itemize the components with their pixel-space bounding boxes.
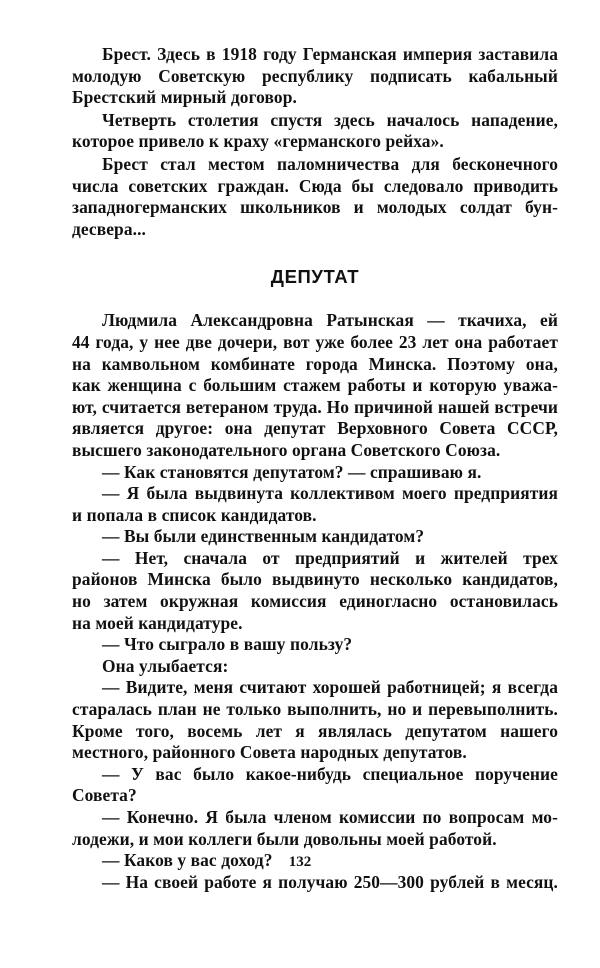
intro-paragraph-3 [72,154,558,240]
text-line: районов Минска было выдвинуто несколько кандидатов, [72,569,558,590]
page-body [72,44,558,893]
text-line: молодую Советскую республику подписать кабальный [72,65,558,86]
text-line: — Как становятся депутатом? — спрашиваю я. [102,461,482,482]
dialogue-answer [72,483,558,526]
text-line: — Нет, сначала от предприятий и жителей трех [102,547,558,568]
page-number: 132 [288,854,312,870]
text-line: лодежи, и мои коллеги были довольны моей работой. [72,828,497,849]
dialogue-question [72,634,558,656]
dialogue-answer [72,548,558,634]
text-line: Людмила Александровна Ратынская — ткачиха, ей [102,310,558,331]
text-line: ют, считается ветераном труда. Но причиной нашей встречи [72,396,558,417]
section-heading: ДЕПУТАТ [270,266,360,288]
dialogue-answer [72,677,558,763]
text-line: которое привело к краху «германского рейха». [72,131,444,152]
dialogue-question [72,462,558,484]
text-line: — Конечно. Я была членом комиссии по вопросам мо- [102,807,558,827]
text-line: высшего законодательного органа Советского Союза. [72,439,501,460]
text-line: числа советских граждан. Сюда бы следовало приводить [72,175,558,196]
dialogue-question [72,764,558,807]
text-line: — Вы были единственным кандидатом? [102,526,425,547]
text-line: — Видите, меня считают хорошей работницей; я всегда [102,677,558,698]
text-line: и попала в список кандидатов. [72,504,317,525]
narration [72,656,558,678]
text-line: — У вас было какое-нибудь специальное поручение [102,763,558,784]
text-line: Брест. Здесь в 1918 году Германская империя заставила [102,44,558,64]
text-line: — Я была выдвинута коллективом моего предприятия [102,483,558,504]
text-line: на моей кандидатуре. [72,612,243,633]
text-line: — Что сыграло в вашу пользу? [102,634,353,655]
text-line: местного, районного Совета народных депутатов. [72,742,467,763]
text-line: Брест стал местом паломничества для бесконечного [102,153,558,174]
section-paragraph-1 [72,310,558,461]
text-line: — На своей работе я получаю 250—300 рублей в месяц. [102,871,558,892]
text-line: Совета? [72,785,137,806]
intro-paragraph-1 [72,44,558,109]
text-line: десвера... [72,218,146,239]
text-line: является другое: она депутат Верховного Совета СССР, [72,418,558,439]
text-line: 44 года, у нее две дочери, вот уже более 23 лет она работает [72,331,558,352]
text-line: но затем окружная комиссия единогласно остановилась [72,591,558,612]
text-line: Четверть столетия спустя здесь началось нападение, [102,109,558,130]
dialogue-answer [72,807,558,850]
intro-paragraph-2 [72,110,558,153]
text-line: как женщина с большим стажем работы и которую уважа- [72,375,558,396]
text-line: Кроме того, восемь лет я являлась депутатом нашего [72,720,558,741]
text-line: старалась план не только выполнить, но и перевыполнить. [72,699,558,720]
text-line: Она улыбается: [102,655,229,676]
text-line: западногерманских школьников и молодых солдат бун- [72,197,558,218]
text-line: на камвольном комбинате города Минска. Поэтому она, [72,353,558,374]
dialogue-question [72,526,558,548]
dialogue-answer [72,872,558,894]
text-line: — Каков у вас доход? [102,850,273,871]
text-line: Брестский мирный договор. [72,87,297,108]
